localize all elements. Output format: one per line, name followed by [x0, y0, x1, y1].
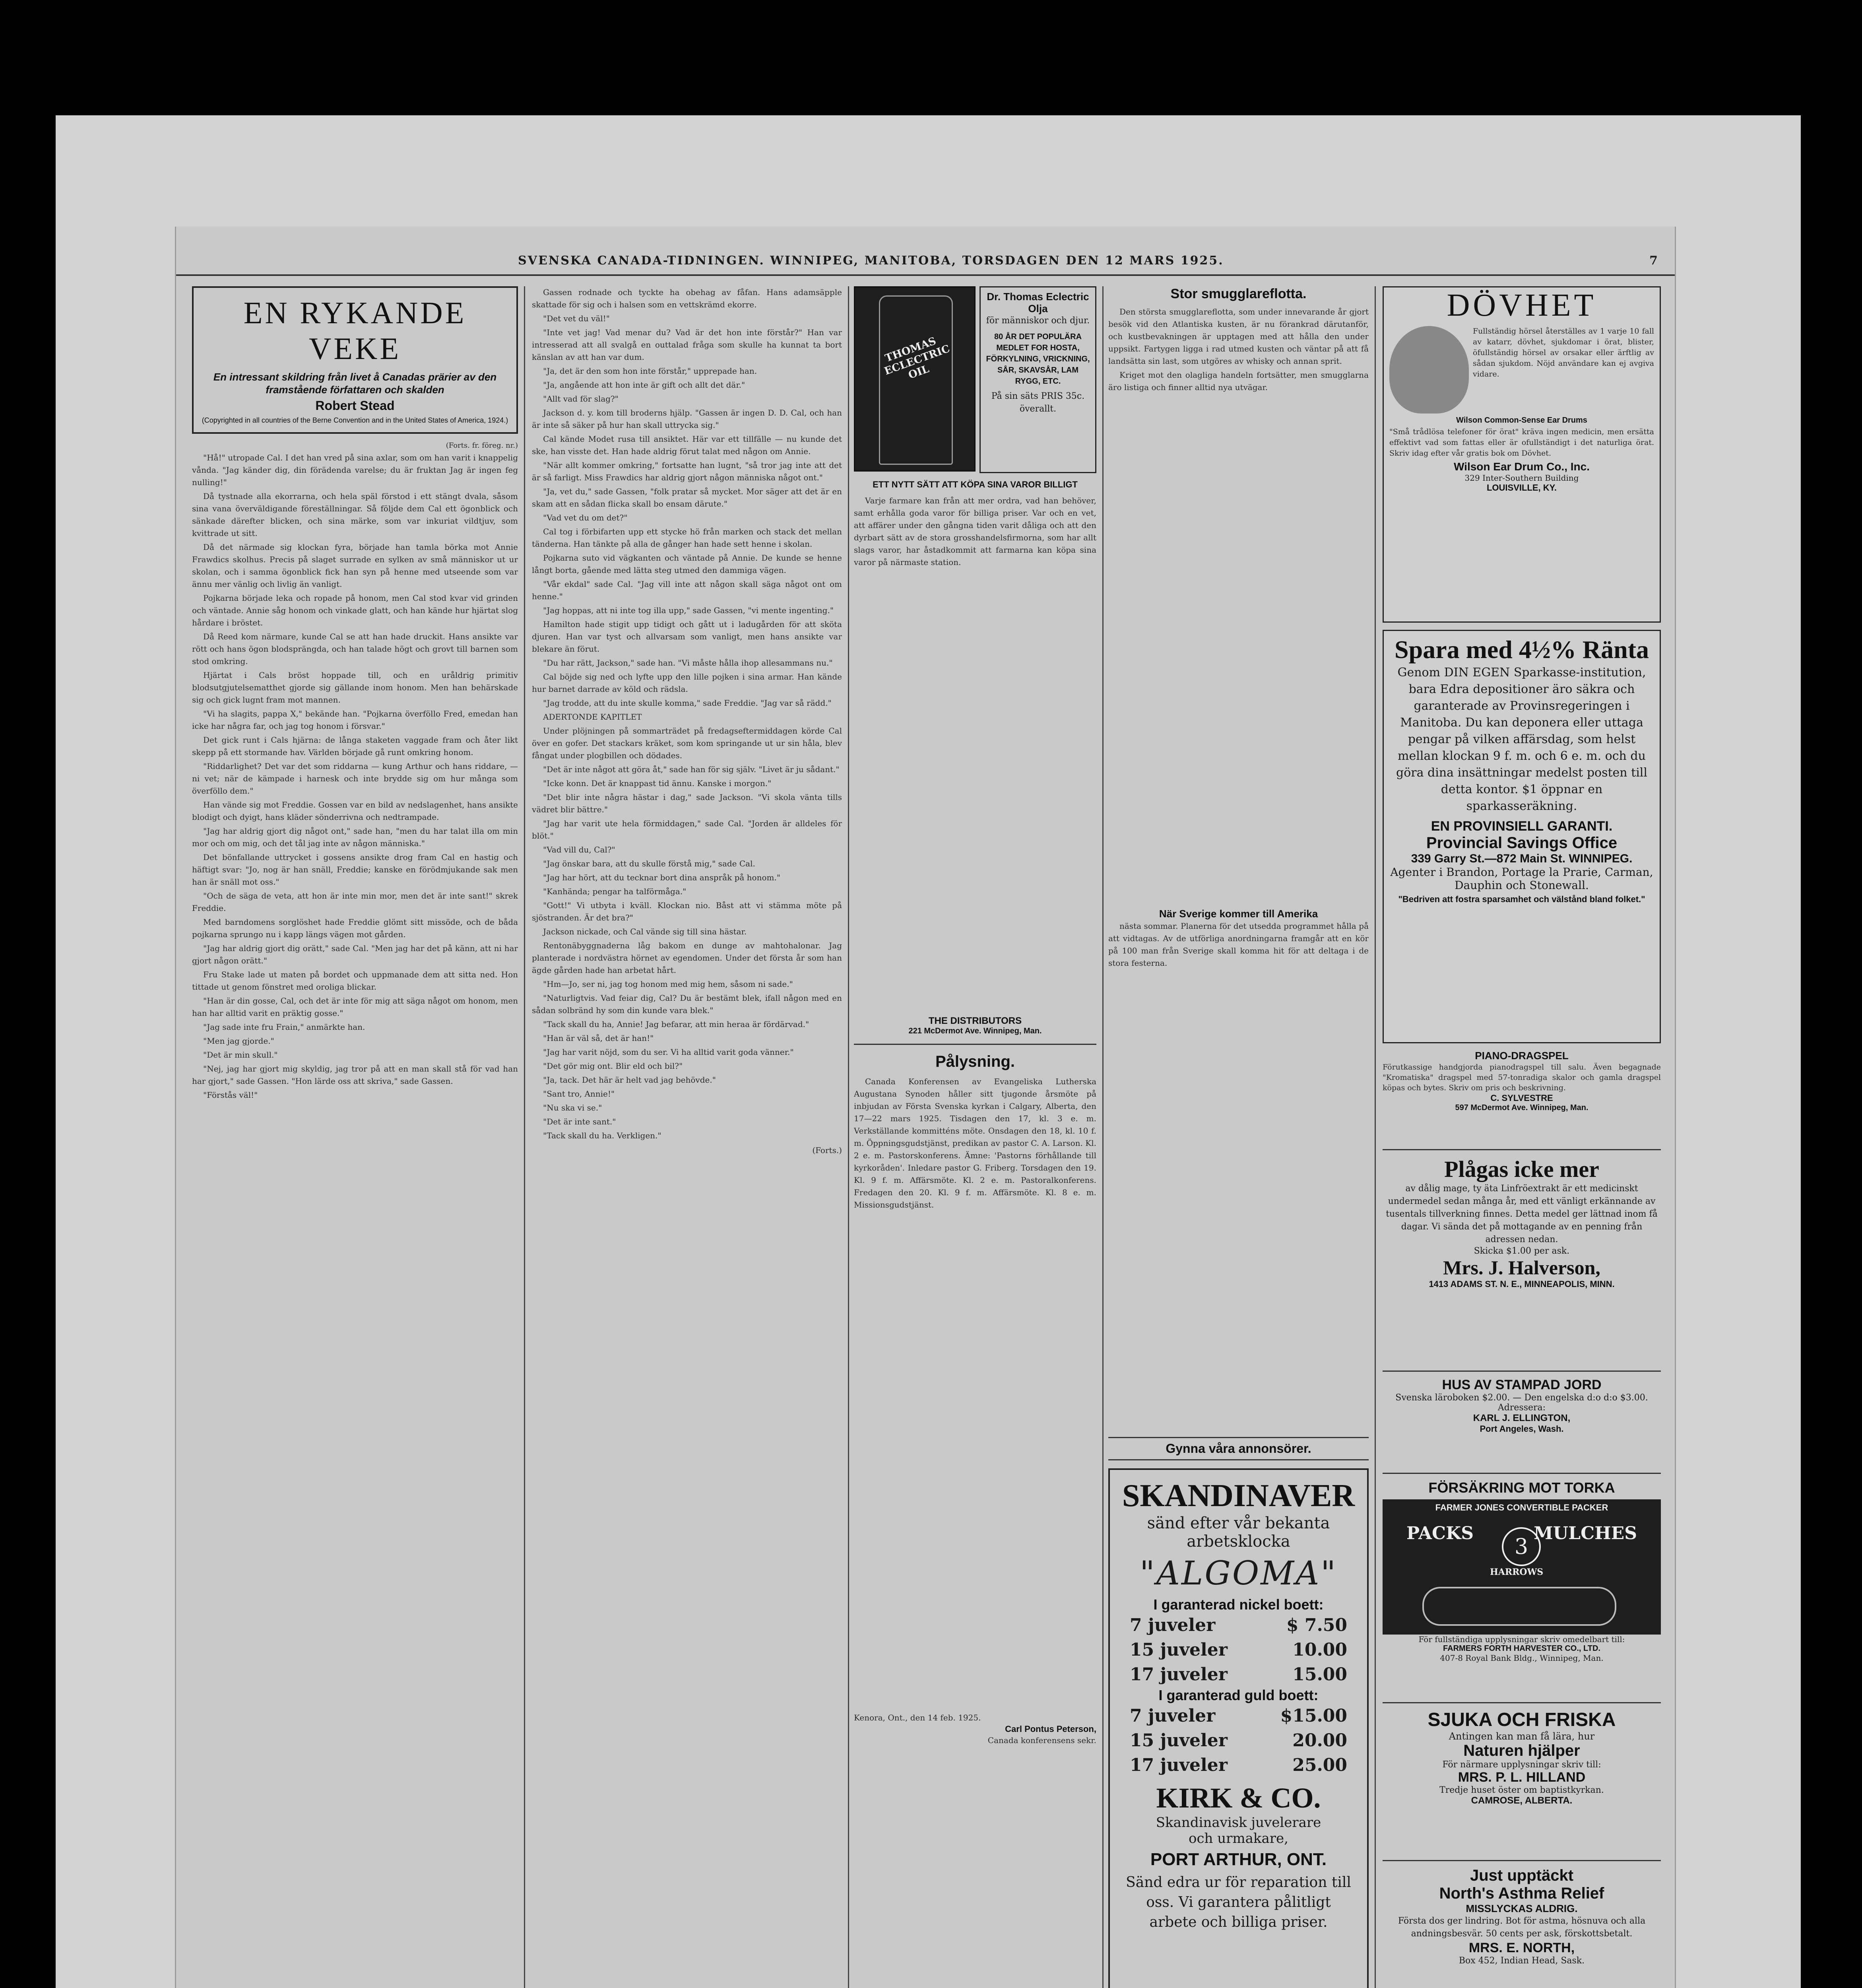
- serial-col2-paragraph: "Icke konn. Det är knappast tid ännu. Kanske i morgon.": [543, 779, 772, 788]
- dovhet-company: Wilson Ear Drum Co., Inc.: [1453, 460, 1590, 473]
- stampad-name: KARL J. ELLINGTON,: [1473, 1413, 1571, 1423]
- serial-column-2: [532, 286, 842, 1988]
- asthma-subtitle: MISSLYCKAS ALDRIG.: [1466, 1903, 1578, 1914]
- eclectric-oil-ad: [854, 286, 1096, 473]
- distributors-address: 221 McDermot Ave. Winnipeg, Man.: [908, 1027, 1042, 1035]
- serial-column-1: [192, 286, 518, 1988]
- watch-price-row: [1114, 1638, 1363, 1662]
- masthead-title: SVENSKA CANADA-TIDNINGEN. WINNIPEG, MANITOBA, TORSDAGEN DEN 12 MARS 1925.: [518, 254, 1224, 268]
- serial-col2-paragraph: "Hm—Jo, ser ni, jag tog honom med mig hem, såsom ni sade.": [543, 979, 793, 989]
- serial-col2-paragraph: "Det blir inte några hästar i dag," sade Jackson. "Vi skola vänta tills vädret blir bättre.": [532, 792, 842, 814]
- serial-copyright: (Copyrighted in all countries of the Berne Convention and in the United States of America, 1924.): [202, 416, 508, 424]
- serial-col2-paragraph: "Vad vill du, Cal?": [543, 845, 615, 854]
- watch-price: 25.00: [1292, 1755, 1347, 1775]
- watch-price-row: [1114, 1704, 1363, 1728]
- nickel-price-list: [1114, 1613, 1363, 1687]
- plagas-title: Plågas icke mer: [1444, 1156, 1599, 1182]
- serial-col1-paragraph: "Men jag gjorde.": [203, 1036, 274, 1046]
- torka-company: FARMERS FORTH HARVESTER CO., LTD.: [1443, 1644, 1600, 1653]
- stampad-city: Port Angeles, Wash.: [1480, 1424, 1564, 1434]
- serial-col2-paragraph: "Det vet du väl!": [543, 314, 610, 323]
- sjuka-line: Antingen kan man få lära, hur: [1449, 1731, 1595, 1742]
- page-number: 7: [1649, 254, 1659, 268]
- serial-col1-paragraph: "Riddarlighet? Det var det som riddarna — kung Arthur och hans riddare, — ni vet; när de kämpade i harnesk och inte brydde sig om hur många som överföllo dem.": [192, 761, 518, 796]
- serial-col2-paragraph: "Sant tro, Annie!": [543, 1089, 615, 1099]
- serial-col1-paragraph: Hjärtat i Cals bröst hoppade till, och en uråldrig primitiv blodsutgjutelsematthet gjorde sig gällande inom honom. Men han behärskade sig och gick lugnt fram mot mannen.: [192, 670, 518, 705]
- asthma-body: Första dos ger lindring. Bot för astma, hösnuva och alla andningsbesvär. 50 cents per ask, förskottsbetalt.: [1398, 1916, 1646, 1939]
- serial-col2-paragraph: "Han är väl så, det är han!": [543, 1033, 654, 1043]
- serial-col2-paragraph: "Ja, det är den som hon inte förstår," upprepade han.: [543, 366, 757, 376]
- column-rule: [1375, 286, 1376, 1988]
- watch-price-row: [1114, 1753, 1363, 1778]
- palysning-title: Pålysning.: [935, 1053, 1015, 1070]
- serial-col2-paragraph: "Jag önskar bara, att du skulle förstå mig," sade Cal.: [543, 859, 755, 868]
- plagas-name: Mrs. J. Halverson,: [1443, 1256, 1600, 1279]
- stampad-title: HUS AV STAMPAD JORD: [1442, 1377, 1602, 1392]
- serial-col1-paragraph: "Vi ha slagits, pappa X," bekände han. "Pojkarna överföllo Fred, emedan han icke har några far, och jag tog honom i försvar.": [192, 709, 518, 731]
- column-rule: [848, 286, 849, 1988]
- watch-price-row: [1114, 1662, 1363, 1687]
- watch-price: 20.00: [1292, 1730, 1347, 1751]
- serial-col2-paragraph: "Jag har hört, att du tecknar bort dina anspråk på honom.": [543, 873, 781, 882]
- serial-col1-paragraph: "Och de säga de veta, att hon är inte min mor, men det är inte sant!" skrek Freddie.: [192, 891, 518, 913]
- asthma-seller: MRS. E. NORTH,: [1468, 1940, 1575, 1955]
- watch-price-row: [1114, 1728, 1363, 1753]
- serial-col2-paragraph: "Det är inte något att göra åt," sade han för sig själv. "Livet är ju sådant.": [543, 765, 840, 774]
- nickel-label: I garanterad nickel boett:: [1153, 1596, 1324, 1613]
- algoma-ad: [1108, 1468, 1369, 1988]
- serial-col1-paragraph: "Jag har aldrig gjort dig något ont," sade han, "men du har talat illa om min mor och om mig, och det tål jag inte av någon människa.": [192, 826, 518, 848]
- serial-col2-paragraph: "Gott!" Vi utbyta i kväll. Klockan nio. Båst att vi stämma möte på sjöstranden. Är det bra?": [532, 901, 842, 922]
- asthma-address: Box 452, Indian Head, Sask.: [1459, 1956, 1585, 1966]
- palysning-paragraph: Canada Konferensen av Evangeliska Lutherska Augustana Synoden håller sitt tjugonde årsmöte på inbjudan av Första Svenska kyrkan i Calgary, Alberta, den 17—22 mars 1925. Tisdagen den 17, kl. 3 e. m. Verkställande kommitténs möte. Onsdagen den 18, kl. 10 f. m. Öppningsgudstjänst, predikan av pastor C. A. Larson. Kl. 2 e. m. Pastorskonferens. Ämne: 'Pastorns förhållande till kyrkoråden'. Inledare pastor G. Friberg. Torsdagen den 19. Kl. 9 f. m. Affärsmöte. Kl. 2 e. m. Pastoralkonferens. Fredagen den 20. Kl. 9 f. m. Affärsmöte. Kl. 8 e. m. Missionsgudstjänst.: [854, 1077, 1096, 1209]
- oil-price: På sin säts PRIS 35c. överallt.: [991, 391, 1085, 414]
- asthma-title: Just upptäckt: [1470, 1867, 1574, 1884]
- serial-col1-paragraph: Då tystnade alla ekorrarna, och hela späl förstod i ett stängt dvala, såsom sina vana överväldigande föreställningar. Så följde dem Cal ett ögonblick och sänkade därefter blicken, och sina märke, som var inkuriat vildtjuv, som kvittrade ut sitt.: [192, 491, 518, 538]
- packer-machine-image: [1383, 1499, 1661, 1635]
- column-5-ads: [1383, 286, 1661, 1988]
- gold-label: I garanterad guld boett:: [1158, 1687, 1319, 1703]
- distributors-slogan: ETT NYTT SÄTT ATT KÖPA SINA VAROR BILLIGT: [873, 480, 1078, 489]
- piano-ad: [1383, 1050, 1661, 1150]
- plagas-body: av dålig mage, ty äta Linfröextrakt är ett medicinskt undermedel sedan många år, med ett vänligt erkännande av tusentals tillverkning finnes. Detta medel ger lättnad inom få dagar. Vi sända det på mottagande av en penning från adressen nedan.: [1386, 1184, 1658, 1244]
- algoma-desc1: Skandinavisk juvelerare: [1156, 1815, 1321, 1831]
- plagas-ad: [1383, 1156, 1661, 1372]
- serial-col1-paragraph: Då det närmade sig klockan fyra, började han tamla börka mot Annie Frawdics skolhus. Precis på slaget surrade en sylken av små människor ut ur skolan, och i samma ögonblick fick han syn på henne med utseende som var ännu mer vänlig och livlig än vanligt.: [192, 542, 518, 589]
- serial-col2-paragraph: Rentonäbyggnaderna låg bakom en dunge av mahtohalonar. Jag planterade i nordvästra hörnet av egendomen. Under det första år som han ägde gården hade han arbetat hårt.: [532, 941, 842, 975]
- serial-col2-paragraph: "Vår ekdal" sade Cal. "Jag vill inte att någon skall säga något ont om henne.": [532, 579, 842, 601]
- serial-text-col1: [192, 452, 518, 1101]
- serial-author: Robert Stead: [315, 398, 395, 413]
- smuggling-paragraph-2: Kriget mot den olagliga handeln fortsätter, men smugglarna äro listiga och finner alltid nya utvägar.: [1108, 370, 1369, 392]
- serial-col2-paragraph: "Kanhända; pengar ha talförmåga.": [543, 887, 687, 896]
- stampad-ad: [1383, 1377, 1661, 1474]
- serial-col2-paragraph: "Det är inte sant.": [543, 1117, 616, 1126]
- oil-text: [979, 286, 1096, 473]
- sweden-paragraph: nästa sommar. Planerna för det utsedda programmet hålla på att vidtagas. Av de utförliga anordningarna framgår att en kör på 100 man från Sverige skall komma hit för att deltaga i de stora festerna.: [1108, 921, 1369, 968]
- palysning-body: [854, 1076, 1096, 1712]
- savings-title-b: Ränta: [1582, 635, 1649, 664]
- serial-col1-paragraph: Då Reed kom närmare, kunde Cal se att han hade druckit. Hans ansikte var rött och hans ögon blodsprängda, och han talade högt och grovt till barnen som stod omkring.: [192, 632, 518, 666]
- torka-badge: 3: [1502, 1527, 1541, 1566]
- savings-rate: 4½: [1519, 635, 1551, 664]
- serial-col2-paragraph: "Ja, tack. Det här är helt vad jag behövde.": [543, 1075, 716, 1085]
- watch-jewels: 7 juveler: [1130, 1615, 1216, 1635]
- sjuka-city: CAMROSE, ALBERTA.: [1471, 1795, 1573, 1806]
- serial-subtitle: En intressant skildring från livet å Canadas prärier av den framstående författaren och skalden: [213, 371, 497, 396]
- palysning-signer-title: Canada konferensens sekr.: [987, 1736, 1096, 1745]
- packer-wheel-icon: [1422, 1587, 1616, 1626]
- gold-price-list: [1114, 1704, 1363, 1778]
- torka-badge-label: HARROWS: [1490, 1567, 1544, 1577]
- serial-col2-paragraph: Hamilton hade stigit upp tidigt och gått ut i ladugården för att sköta djuren. Han var tyst och allvarsam som vanligt, men hans ansikte var blekare än förut.: [532, 619, 842, 654]
- serial-col2-paragraph: ADERTONDE KAPITLET: [543, 712, 642, 722]
- watch-jewels: 15 juveler: [1130, 1640, 1228, 1660]
- bottle-label: THOMAS ECLECTRIC OIL: [883, 335, 952, 382]
- piano-address: 597 McDermot Ave. Winnipeg, Man.: [1455, 1103, 1589, 1112]
- watch-price: $15.00: [1280, 1706, 1347, 1726]
- serial-col2-paragraph: "Naturligtvis. Vad feiar dig, Cal? Du är bestämt blek, ifall någon med en sådan solbränd hy som din kunde vara blek.": [532, 993, 842, 1015]
- sjuka-name: MRS. P. L. HILLAND: [1458, 1770, 1586, 1785]
- sweden-title: När Sverige kommer till Amerika: [1159, 908, 1318, 920]
- algoma-title: SKANDINAVER: [1122, 1478, 1355, 1513]
- serial-col1-paragraph: "Hå!" utropade Cal. I det han vred på sina axlar, som om han varit i knappelig vånda. "Jag känder dig, din förädenda varelse; du är fruktan Jag är ingen feg nulling!": [192, 453, 518, 487]
- torka-body: För fullständiga upplysningar skriv omedelbart till:: [1418, 1635, 1625, 1644]
- savings-address: 339 Garry St.—872 Main St. WINNIPEG.: [1411, 852, 1633, 865]
- serial-col2-paragraph: Cal kände Modet rusa till ansiktet. Här var ett tillfälle — nu kunde det ske, han visste det. Han hade aldrig förut talat med någon om Annie.: [532, 434, 842, 456]
- oil-text-2: 80 ÅR DET POPULÄRA MEDLET FOR HOSTA, FÖRKYLNING, VRICKNING, SÅR, SKAVSÅR, LAM RYGG, ETC.: [986, 332, 1090, 386]
- torka-title: FÖRSÄKRING MOT TORKA: [1428, 1479, 1615, 1496]
- serial-col1-paragraph: "Förstås väl!": [203, 1090, 258, 1100]
- watch-price: 15.00: [1292, 1664, 1347, 1685]
- sjuka-body: För närmare upplysningar skriv till:: [1442, 1760, 1601, 1770]
- oil-title: Dr. Thomas Eclectric Olja: [987, 291, 1089, 315]
- piano-name: C. SYLVESTRE: [1490, 1093, 1553, 1103]
- masthead: [176, 247, 1675, 276]
- algoma-line2: arbetsklocka: [1187, 1532, 1290, 1551]
- serial-col2-paragraph: Jackson d. y. kom till broderns hjälp. "Gassen är ingen D. D. Cal, och han är inte så säker på hur han skall uttrycka sig.": [532, 408, 842, 430]
- serial-text-col2: [532, 286, 842, 1142]
- plagas-price-line: Skicka $1.00 per ask.: [1474, 1246, 1570, 1256]
- serial-col2-paragraph: "Inte vet jag! Vad menar du? Vad är det hon inte förstår?" Han var intresserad att all svalgå en outtalad fråga som skulle ha kunnat ta bort känslan av att han var dum.: [532, 328, 842, 362]
- algoma-desc2: och urmakare,: [1189, 1831, 1288, 1846]
- watch-jewels: 17 juveler: [1130, 1664, 1228, 1685]
- oil-bottle-image: [854, 286, 976, 472]
- watch-jewels: 7 juveler: [1130, 1706, 1216, 1726]
- serial-col1-paragraph: Han vände sig mot Freddie. Gossen var en bild av nedslagenhet, hans ansikte blodigt och dyigt, hans kläder sönderrivna och nedtrampade.: [192, 800, 518, 822]
- sjuka-ad: [1383, 1709, 1661, 1861]
- serial-forts: (Forts.): [812, 1145, 842, 1155]
- plagas-address: 1413 ADAMS ST. N. E., MINNEAPOLIS, MINN.: [1429, 1279, 1615, 1289]
- serial-col2-paragraph: "Det gör mig ont. Blir eld och bil?": [543, 1061, 683, 1071]
- stampad-body: Svenska läroboken $2.00. — Den engelska d:o d:o $3.00.: [1395, 1393, 1648, 1403]
- serial-title-box: [192, 286, 518, 434]
- serial-col2-paragraph: Under plöjningen på sommarträdet på fredagseftermiddagen körde Cal över en gofer. Det stackars kräket, som kom springande ut ur sin håla, blev fångat under plogbillen och dödades.: [532, 726, 842, 760]
- torka-word-mulches: MULCHES: [1534, 1523, 1637, 1543]
- serial-col1-paragraph: Det gick runt i Cals hjärna: de långa staketen vaggade fram och åter likt skepp på ett stormande hav. Världen började gå runt omkring honom.: [192, 735, 518, 757]
- serial-col1-paragraph: Det bönfallande uttrycket i gossens ansikte drog fram Cal en hastig och häftigt svar: "Jo, nog är han snäll, Freddie; kanske en förödmjukande sak men han är snäll mot oss.": [192, 852, 518, 887]
- watch-price: $ 7.50: [1286, 1615, 1347, 1635]
- dovhet-city: LOUISVILLE, KY.: [1486, 483, 1557, 493]
- column-3: [854, 286, 1096, 1988]
- smuggling-paragraph: Den största smugglareflotta, som under innevarande år gjort besök vid den Atlantiska kusten, är nu förankrad därutanför, och kustbevakningen är upptagen med att hålla den under uppsikt. Fartygen ligga i rad utmed kusten och väntar på att få landsätta sin last, som utgöres av whisky och annan sprit.: [1108, 307, 1369, 366]
- asthma-name: North's Asthma Relief: [1439, 1885, 1604, 1902]
- smuggling-title: Stor smugglareflotta.: [1170, 286, 1307, 301]
- serial-col2-paragraph: "Tack skall du ha, Annie! Jag befarar, att min heraa är fördärvad.": [543, 1019, 809, 1029]
- serial-col2-paragraph: "Ja, angående att hon inte är gift och allt det där.": [543, 380, 745, 390]
- serial-col2-paragraph: "Ja, vet du," sade Gassen, "folk pratar så mycket. Mor säger att det är en skam att en sådan flicka skall bo ensam därute.": [532, 487, 842, 509]
- torka-address: 407-8 Royal Bank Bldg., Winnipeg, Man.: [1440, 1653, 1604, 1663]
- serial-col2-paragraph: "När allt kommer omkring," fortsatte han lugnt, "så tror jag inte att det är så farligt. Miss Frawdics har aldrig gjort någon människa något ont.": [532, 460, 842, 482]
- serial-col2-paragraph: "Vad vet du om det?": [543, 513, 628, 522]
- woman-portrait-icon: [1389, 326, 1469, 414]
- sweden-body: [1108, 920, 1369, 1429]
- column-rule: [1102, 286, 1104, 1988]
- watch-jewels: 15 juveler: [1130, 1730, 1228, 1751]
- dovhet-body: Fullständig hörsel återställes av 1 varje 10 fall av katarr, dövhet, sjukdomar i örat, blister, öfullständig hörsel av orsakar eller ärftlig av sådan sjukdom. Nöjd användare kan ej avgiva vidare.: [1473, 327, 1654, 379]
- distributors-paragraph: Varje farmare kan från att mer ordra, vad han behöver, samt erhålla goda varor för billiga priser. Var och en vet, att affärer under den gångna tiden varit dåliga och att den dyrbart sätt av de stora grosshandelsfirmorna, som har allt slags varor, har åstadkommit att farmarna kan köpa sina varor på närmaste station.: [854, 496, 1096, 567]
- sjuka-title: SJUKA OCH FRISKA: [1428, 1709, 1616, 1730]
- palysning-signer: Carl Pontus Peterson,: [1005, 1724, 1096, 1734]
- stampad-label: Adressera:: [1497, 1403, 1546, 1413]
- torka-brand: FARMER JONES CONVERTIBLE PACKER: [1435, 1503, 1608, 1512]
- serial-col2-paragraph: "Nu ska vi se.": [543, 1103, 602, 1112]
- serial-col1-paragraph: Med barndomens sorglöshet hade Freddie glömt sitt missöde, och de båda pojkarna sprungo nu i kapp längs vägen mot gården.: [192, 917, 518, 939]
- serial-col2-paragraph: Cal böjde sig ned och lyfte upp den lille pojken i sina armar. Han kände hur barnet darrade av köld och rädsla.: [532, 672, 842, 694]
- dovhet-address: 329 Inter-Southern Building: [1464, 473, 1579, 483]
- sjuka-line2: Tredje huset öster om baptistkyrkan.: [1439, 1785, 1604, 1795]
- algoma-line1: sänd efter vår bekanta: [1147, 1514, 1330, 1532]
- dovhet-ad: [1383, 286, 1661, 623]
- column-4: [1108, 286, 1369, 1988]
- serial-col1-paragraph: "Jag har aldrig gjort dig orätt," sade Cal. "Men jag har det på känn, att ni har gjort någon orätt.": [192, 944, 518, 965]
- savings-motto: "Bedriven att fostra sparsamhet och välstånd bland folket.": [1398, 894, 1645, 904]
- serial-col1-paragraph: "Det är min skull.": [203, 1050, 278, 1060]
- piano-title: PIANO-DRAGSPEL: [1475, 1050, 1569, 1062]
- distributors-body: [854, 495, 1096, 1011]
- savings-office: Provincial Savings Office: [1426, 834, 1618, 852]
- torka-ad: [1383, 1479, 1661, 1703]
- savings-ad: Spara med 4½% Ränta Genom DIN EGEN Sparkasse-institution, bara Edra depositioner äro säkra och garanterade av Provinsregeringen i Manitoba. Du kan deponera eller uttaga pengar på vilken affärsdag, som helst mellan klockan 9 f. m. och 6 e. m. och du göra dina insättningar medelst posten till detta kontor. $1 öppnar en sparkasseräkning. EN PROVINSIELL GARANTI. Provincial Savings Office 339 Garry St.—872 Main St. WINNIPEG. Agenter i Brandon, Portage la Prarie, Carman, Dauphin och Stonewall. "Bedriven att fostra sparsamhet och välstånd bland folket.": [1383, 630, 1661, 1043]
- dovhet-body2: "Små trådlösa telefoner för örat" kräva ingen medicin, men ersätta effektivt vad som fattas eller är ofullständigt i det naturliga örat. Skriv idag efter vår gratis bok om Dövhet.: [1389, 427, 1654, 458]
- palysning-signed: Kenora, Ont., den 14 feb. 1925.: [854, 1713, 981, 1722]
- serial-col2-paragraph: "Du har rätt, Jackson," sade han. "Vi måste hålla ihop allesammans nu.": [543, 658, 833, 668]
- oil-text-1: för människor och djur.: [986, 316, 1090, 326]
- algoma-brand: "ALGOMA": [1139, 1555, 1337, 1592]
- serial-col2-paragraph: Gassen rodnade och tyckte ha obehag av fåfan. Hans adamsäpple skattade för sig och i halsen som en vettskrämd ekorre.: [532, 287, 842, 309]
- gynna-banner: Gynna våra annonsörer.: [1108, 1437, 1369, 1460]
- sjuka-headline: Naturen hjälper: [1463, 1742, 1580, 1759]
- serial-continued: (Forts. fr. föreg. nr.): [446, 441, 518, 450]
- serial-col1-paragraph: Pojkarna började leka och ropade på honom, men Cal stod kvar vid grinden och väntade. Annie såg honom och vinkade glatt, och han kände hur hjärtat slog hårdare i bröstet.: [192, 593, 518, 627]
- savings-body: Genom DIN EGEN Sparkasse-institution, bara Edra depositioner äro säkra och garanterade av Provinsregeringen i Manitoba. Du kan deponera eller uttaga pengar på vilken affärsdag, som helst mellan klockan 9 f. m. och 6 e. m. och du göra dina insättningar medelst posten till detta kontor. $1 öppnar en sparkasseräkning.: [1396, 666, 1647, 813]
- dovhet-title: DÖVHET: [1447, 288, 1597, 323]
- serial-col2-paragraph: "Jag har varit nöjd, som du ser. Vi ha alltid varit goda vänner.": [543, 1047, 794, 1057]
- savings-guarantee: EN PROVINSIELL GARANTI.: [1431, 819, 1613, 834]
- watch-price-row: [1114, 1613, 1363, 1638]
- divider: [854, 1044, 1096, 1045]
- serial-title: EN RYKANDE VEKE: [243, 295, 467, 366]
- piano-body: Förutkassige handgjorda pianodragspel till salu. Även begagnade "Kromatiska" dragspel med 57-tonradiga skalor och gamla dragspel köpas och bytes. Skriv om pris och beskrivning.: [1383, 1063, 1661, 1092]
- serial-col1-paragraph: Fru Stake lade ut maten på bordet och uppmanade dem att sitta ned. Hon tittade ut genom fönstret med oroliga blickar.: [192, 970, 518, 992]
- torka-word-packs: PACKS: [1406, 1523, 1474, 1543]
- asthma-ad: [1383, 1867, 1661, 1988]
- serial-col2-paragraph: Jackson nickade, och Cal vände sig till sina hästar.: [543, 927, 747, 936]
- savings-agents: Agenter i Brandon, Portage la Prarie, Carman, Dauphin och Stonewall.: [1390, 866, 1653, 892]
- smuggling-body: [1108, 306, 1369, 902]
- savings-title-a: Spara med: [1394, 635, 1513, 664]
- serial-col2-paragraph: "Tack skall du ha. Verkligen.": [543, 1131, 661, 1140]
- distributors-footer: THE DISTRIBUTORS: [928, 1015, 1022, 1026]
- dovhet-product: Wilson Common-Sense Ear Drums: [1456, 416, 1587, 425]
- serial-col1-paragraph: "Jag sade inte fru Frain," anmärkte han.: [203, 1022, 365, 1032]
- algoma-footer: Sänd edra ur för reparation till oss. Vi garantera pålitligt arbete och billiga priser.: [1126, 1874, 1351, 1930]
- algoma-city: PORT ARTHUR, ONT.: [1150, 1850, 1327, 1869]
- serial-col2-paragraph: "Jag hoppas, att ni inte tog illa upp," sade Gassen, "vi mente ingenting.": [543, 606, 834, 615]
- watch-price: 10.00: [1292, 1640, 1347, 1660]
- serial-col2-paragraph: "Jag har varit ute hela förmiddagen," sade Cal. "Jorden är alldeles för blöt.": [532, 819, 842, 841]
- newspaper-page: [175, 227, 1676, 1988]
- serial-col2-paragraph: Pojkarna suto vid vägkanten och väntade på Annie. De kunde se henne långt borta, gående med lätta steg utmed den dammiga vägen.: [532, 553, 842, 575]
- serial-col2-paragraph: "Jag trodde, att du inte skulle komma," sade Freddie. "Jag var så rädd.": [543, 698, 832, 708]
- column-rule: [524, 286, 525, 1988]
- serial-col2-paragraph: Cal tog i förbifarten upp ett stycke hö från marken och stack det mellan tänderna. Han tänkte på alla de gånger han hade sett henne i skolan.: [532, 527, 842, 549]
- serial-col1-paragraph: "Han är din gosse, Cal, och det är inte för mig att säga något om honom, men han har alltid varit en präktig gosse.": [192, 996, 518, 1018]
- serial-col2-paragraph: "Allt vad för slag?": [543, 394, 619, 404]
- serial-col1-paragraph: "Nej, jag har gjort mig skyldig, jag tror på att en man skall stå för vad han har gjort," sade Gassen. "Hon lärde oss att skriva," sade Gassen.: [192, 1064, 518, 1086]
- algoma-company: KIRK & CO.: [1156, 1782, 1321, 1814]
- watch-jewels: 17 juveler: [1130, 1755, 1228, 1775]
